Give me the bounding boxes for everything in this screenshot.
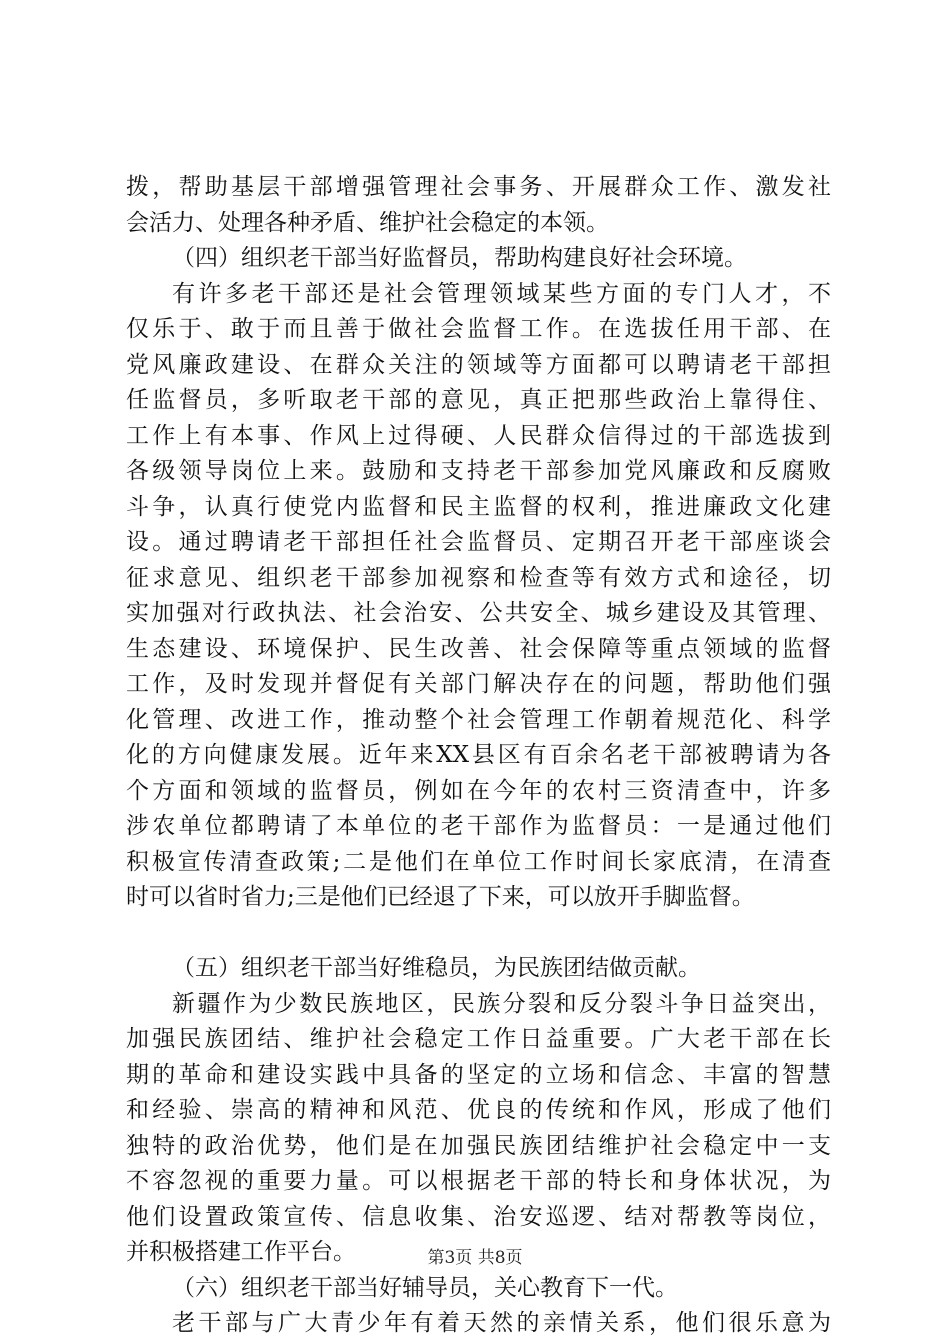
- paragraph-gap: [126, 916, 831, 952]
- text-line: 并积极搭建工作平台。: [126, 1239, 356, 1265]
- text-line: 期的革命和建设实践中具备的坚定的立场和信念、丰富的智慧: [126, 1061, 831, 1088]
- text-line: 任监督员，多听取老干部的意见，真正把那些政治上靠得住、: [126, 387, 831, 413]
- text-line: 斗争，认真行使党内监督和民主监督的权利，推进廉政文化建: [126, 493, 831, 520]
- text-line: 党风廉政建设、在群众关注的领域等方面都可以聘请老干部担: [126, 351, 831, 378]
- text-line: 各级领导岗位上来。鼓励和支持老干部参加党风廉政和反腐败: [126, 458, 831, 484]
- text-line: 仅乐于、敢于而且善于做社会监督工作。在选拔任用干部、在: [126, 316, 831, 342]
- text-line: 工作上有本事、作风上过得硬、人民群众信得过的干部选拔到: [126, 422, 831, 449]
- text-line: 化管理、改进工作，推动整个社会管理工作朝着规范化、科学: [126, 706, 831, 733]
- page-number-footer: 第3页 共8页: [427, 1248, 523, 1268]
- text-line: 不容忽视的重要力量。可以根据老干部的特长和身体状况，为: [126, 1168, 831, 1194]
- text-line: 有许多老干部还是社会管理领域某些方面的专门人才，不: [172, 280, 831, 307]
- text-line: 实加强对行政执法、社会治安、公共安全、城乡建设及其管理、: [126, 600, 831, 626]
- text-line: 会活力、处理各种矛盾、维护社会稳定的本领。: [126, 209, 609, 236]
- text-line: 征求意见、组织老干部参加视察和检查等有效方式和途径，切: [126, 564, 831, 591]
- text-line: 工作，及时发现并督促有关部门解决存在的问题，帮助他们强: [126, 671, 831, 697]
- section-heading-4: （四）组织老干部当好监督员，帮助构建良好社会环境。: [172, 245, 747, 271]
- text-line: 加强民族团结、维护社会稳定工作日益重要。广大老干部在长: [126, 1026, 831, 1052]
- text-line: 设。通过聘请老干部担任社会监督员、定期召开老干部座谈会: [126, 529, 831, 555]
- text-line: 积极宣传清查政策;二是他们在单位工作时间长家底清，在清查: [126, 848, 831, 875]
- text-line: 生态建设、环境保护、民生改善、社会保障等重点领域的监督: [126, 635, 831, 662]
- text-line: 独特的政治优势，他们是在加强民族团结维护社会稳定中一支: [126, 1132, 831, 1159]
- text-line: 化的方向健康发展。近年来XX县区有百余名老干部被聘请为各: [126, 742, 831, 768]
- section-heading-6: （六）组织老干部当好辅导员，关心教育下一代。: [172, 1274, 678, 1301]
- text-line: 涉农单位都聘请了本单位的老干部作为监督员：一是通过他们: [126, 813, 831, 839]
- section-heading-5: （五）组织老干部当好维稳员，为民族团结做贡献。: [172, 955, 701, 981]
- text-line: 个方面和领域的监督员，例如在今年的农村三资清查中，许多: [126, 777, 831, 804]
- text-line: 和经验、崇高的精神和风范、优良的传统和作风，形成了他们: [126, 1097, 831, 1123]
- text-line: 新疆作为少数民族地区，民族分裂和反分裂斗争日益突出，: [172, 990, 831, 1017]
- text-line: 老干部与广大青少年有着天然的亲情关系，他们很乐意为: [172, 1310, 831, 1336]
- document-body: [126, 170, 831, 1342]
- text-line: 他们设置政策宣传、信息收集、治安巡逻、结对帮教等岗位，: [126, 1203, 831, 1230]
- text-line: 拨，帮助基层干部增强管理社会事务、开展群众工作、激发社: [126, 174, 831, 200]
- text-line: 时可以省时省力;三是他们已经退了下来，可以放开手脚监督。: [126, 884, 755, 910]
